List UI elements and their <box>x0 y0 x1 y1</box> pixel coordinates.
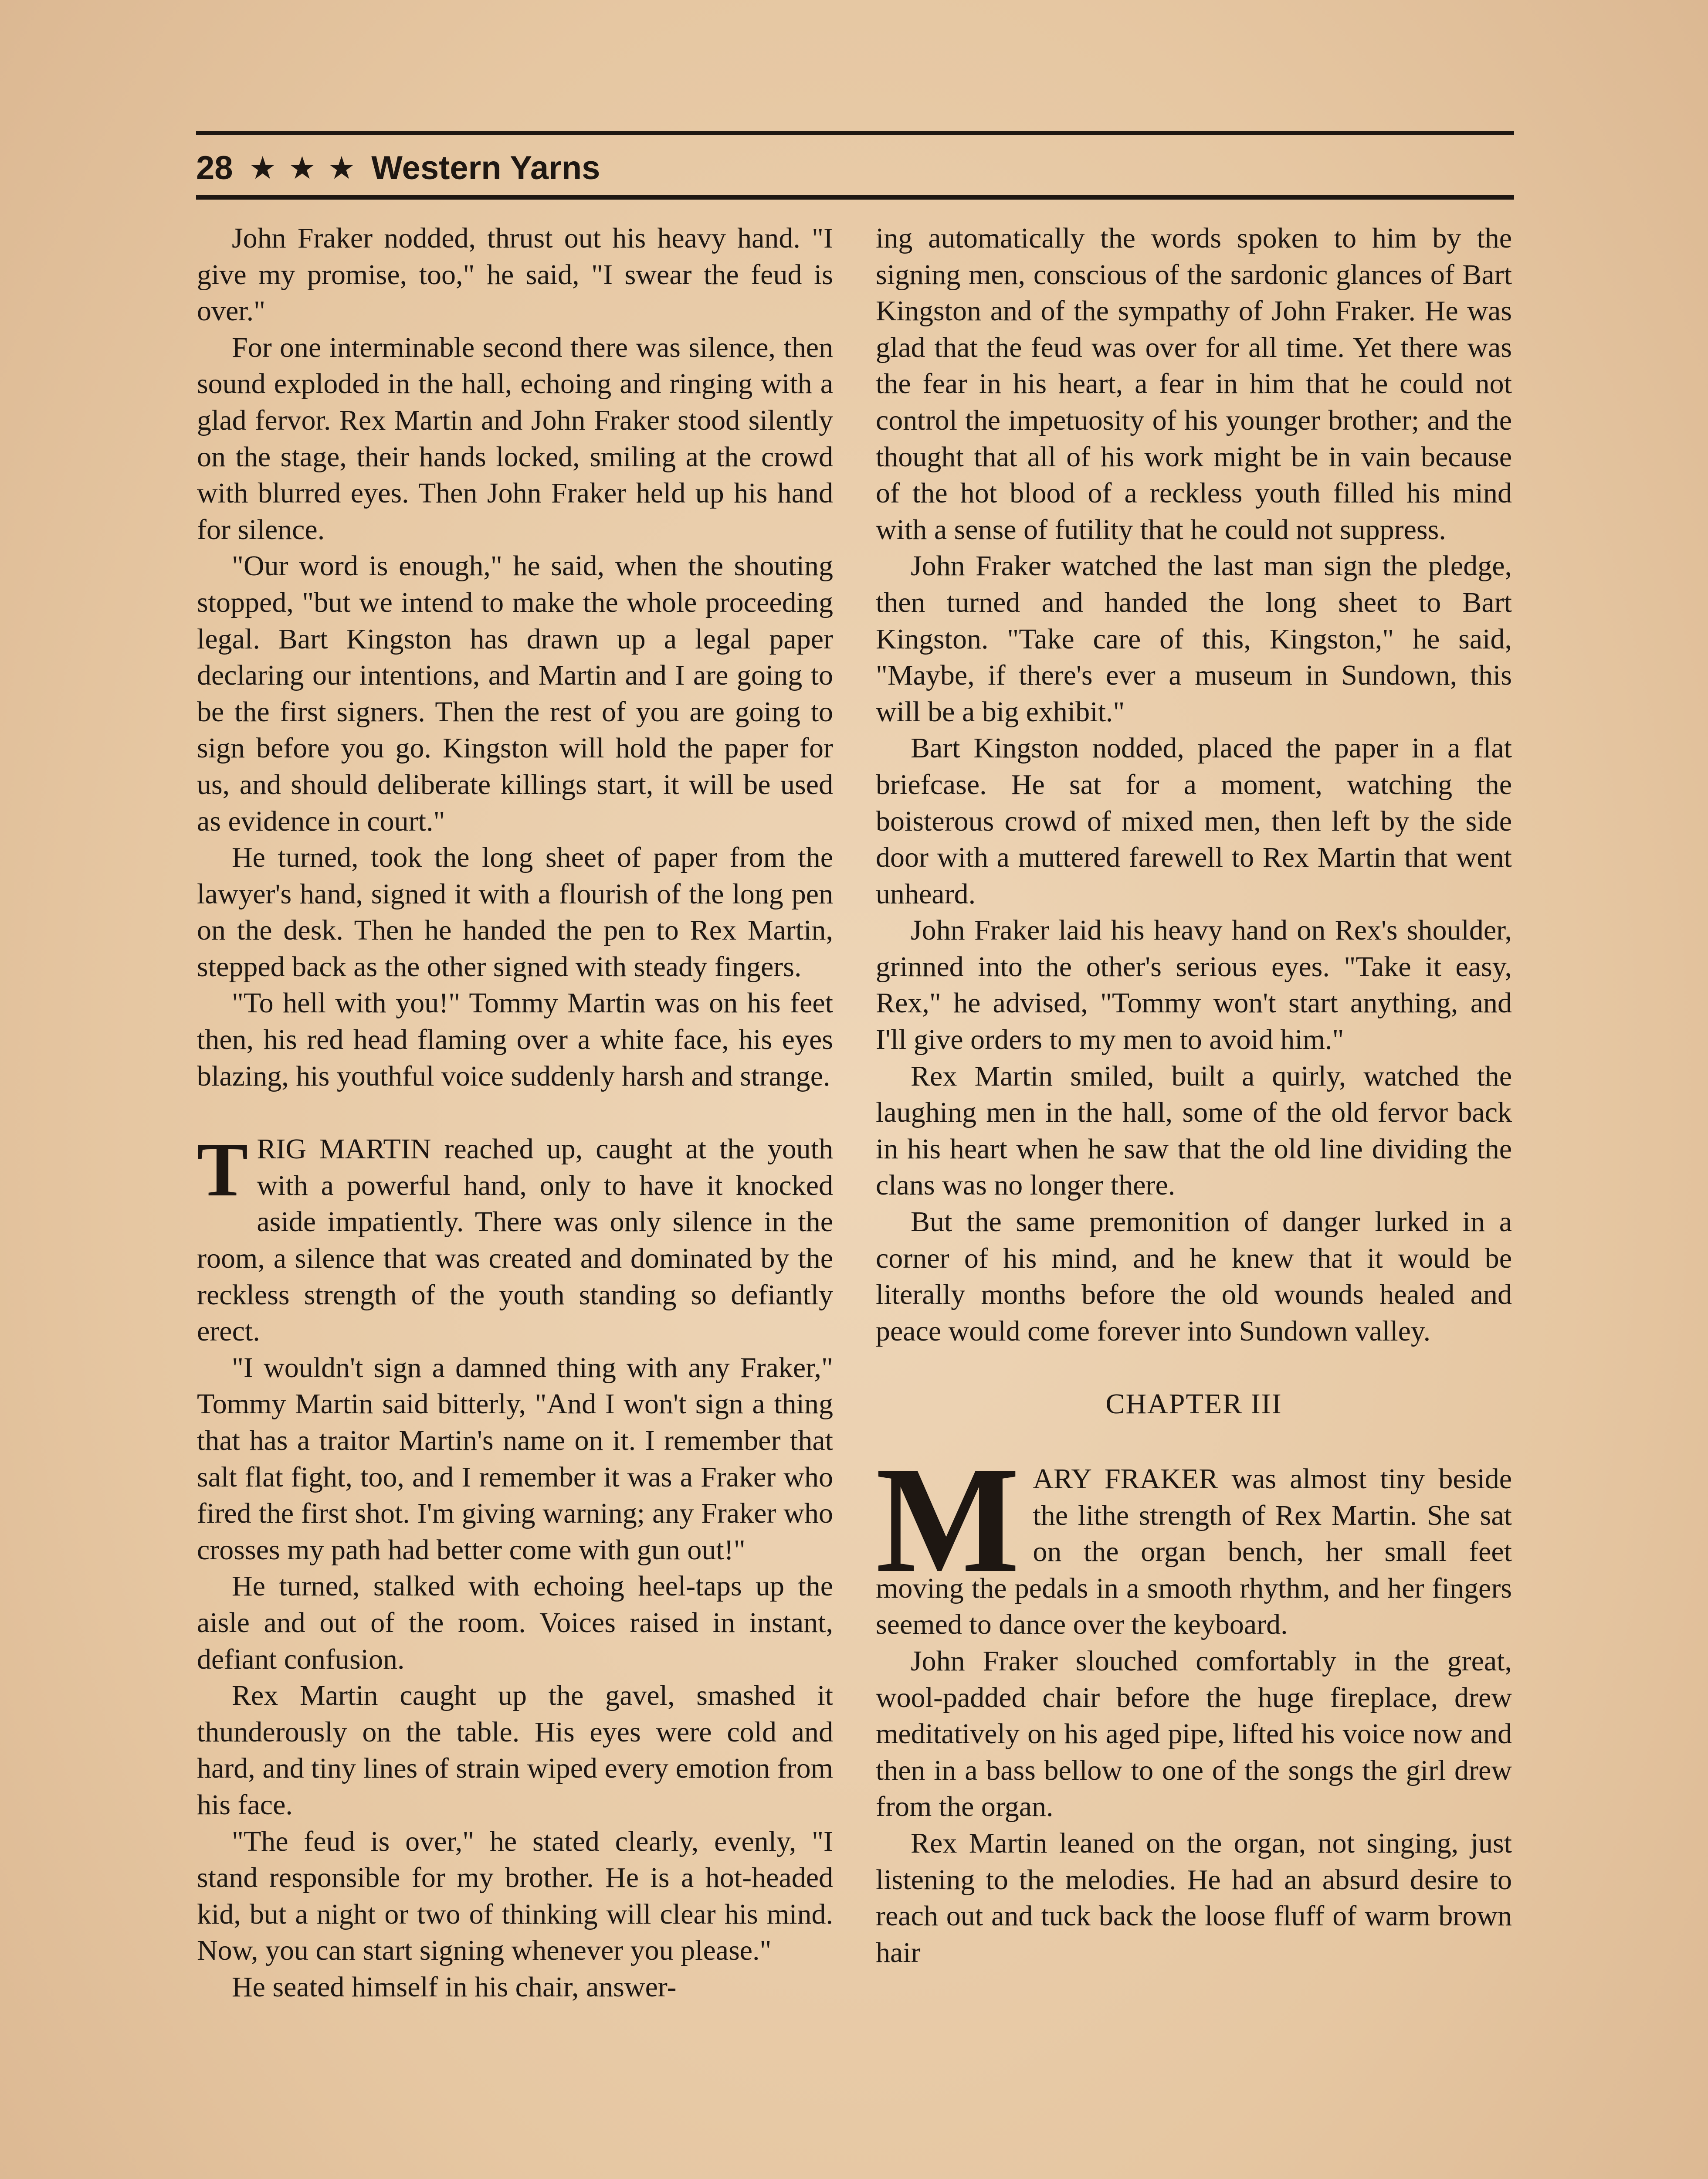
paragraph: "Our word is enough," he said, when the shouting stopped, "but we intend to make the whole proceeding legal. Bart Kingston has drawn up a legal paper declaring our intentions, and Martin and I are going to be the first signers. Then the rest of you are going to sign before you go. Kingston will hold the paper for us, and should deliberate killings start, it will be used as evidence in court." <box>197 550 833 837</box>
paragraph: For one interminable second there was silence, then sound exploded in the hall, echoing and ringing with a glad fervor. Rex Martin and John Fraker stood silently on the stage, their hands locked, smiling at the crowd with blurred eyes. Then John Fraker held up his hand for silence. <box>197 331 833 546</box>
paragraph: John Fraker laid his heavy hand on Rex's shoulder, grinned into the other's serious eyes. "Take it easy, Rex," he advised, "Tommy won't start anything, and I'll give orders to my men to avoid him." <box>876 914 1512 1056</box>
paragraph: Rex Martin smiled, built a quirly, watched the laughing men in the hall, some of the old fervor back in his heart when he saw that the old line dividing the clans was no longer there. <box>876 1060 1512 1202</box>
paragraph: "I wouldn't sign a damned thing with any Fraker," Tommy Martin said bitterly, "And I won't sign a thing that has a traitor Martin's name on it. I remember that salt flat fight, too, and I remember it was a Fraker who fired the first shot. I'm giving warning; any Fraker who crosses my path had better come with gun out!" <box>197 1351 833 1566</box>
star-icon: ★ <box>327 151 356 186</box>
section-opening-paragraph <box>197 1127 833 1350</box>
header-stars <box>249 149 356 186</box>
section-opening-text: RIG MARTIN reached up, caught at the youth with a powerful hand, only to have it knocked aside impatiently. There was only silence in the room, a silence that was created and dominated by the reckless strength of the youth standing so defiantly erect. <box>197 1133 833 1347</box>
left-column <box>197 220 833 2006</box>
paragraph: "To hell with you!" Tommy Martin was on his feet then, his red head flaming over a white face, his eyes blazing, his youthful voice suddenly harsh and strange. <box>197 987 833 1092</box>
chapter-opening-text: ARY FRAKER was almost tiny beside the lithe strength of Rex Martin. She sat on the organ bench, her small feet moving the pedals in a smooth rhythm, and her fingers seemed to dance over the keyboard. <box>876 1463 1512 1641</box>
paragraph: "The feud is over," he stated clearly, evenly, "I stand responsible for my brother. He is a hot-headed kid, but a night or two of thinking will clear his mind. Now, you can start signing whenever you please." <box>197 1825 833 1967</box>
chapter-opening-paragraph <box>876 1435 1512 1643</box>
right-column <box>876 220 1512 1971</box>
paragraph: He seated himself in his chair, answer- <box>232 1971 677 2003</box>
drop-cap: T <box>197 1127 248 1213</box>
section-break <box>197 1094 833 1131</box>
star-icon: ★ <box>248 151 277 186</box>
continued-paragraph: ing automatically the words spoken to him by the signing men, conscious of the sardonic glances of Bart Kingston and of the sympathy of John Fraker. He was glad that the feud was over for all time. Yet there was the fear in his heart, a fear in him that he could not control the impetuosity of his younger brother; and the thought that all of his work might be in vain because of the hot blood of a reckless youth filled his mind with a sense of futility that he could not suppress. <box>876 222 1512 546</box>
paragraph: John Fraker nodded, thrust out his heavy hand. "I give my promise, too," he said, "I swear the feud is over." <box>197 222 833 327</box>
paragraph: John Fraker watched the last man sign the pledge, then turned and handed the long sheet to Bart Kingston. "Take care of this, Kingston," he said, "Maybe, if there's ever a museum in Sundown, this will be a big exhibit." <box>876 550 1512 728</box>
paragraph: But the same premonition of danger lurked in a corner of his mind, and he knew that it would be literally months before the old wounds healed and peace would come forever into Sundown valley. <box>876 1206 1512 1347</box>
header-rule-bottom <box>196 195 1514 200</box>
paragraph: John Fraker slouched comfortably in the great, wool-padded chair before the huge fireplace, drew meditatively on his aged pipe, lifted his voice now and then in a bass bellow to one of the songs the girl drew from the organ. <box>876 1645 1512 1823</box>
running-header <box>196 131 1514 205</box>
page-number: 28 <box>196 149 233 187</box>
paragraph: Bart Kingston nodded, placed the paper in a flat briefcase. He sat for a moment, watching the boisterous crowd of mixed men, then left by the side door with a muttered farewell to Rex Martin that went unheard. <box>876 732 1512 910</box>
paragraph: He turned, took the long sheet of paper from the lawyer's hand, signed it with a flourish of the long pen on the desk. Then he handed the pen to Rex Martin, stepped back as the other signed with steady fingers. <box>197 842 833 983</box>
magazine-title: Western Yarns <box>371 149 600 187</box>
paragraph: Rex Martin leaned on the organ, not singing, just listening to the melodies. He had an absurd desire to reach out and tuck back the loose fluff of warm brown hair <box>876 1827 1512 1969</box>
chapter-heading: CHAPTER III <box>1105 1388 1282 1420</box>
paragraph: He turned, stalked with echoing heel-taps up the aisle and out of the room. Voices raised in instant, defiant confusion. <box>197 1570 833 1675</box>
paragraph: Rex Martin caught up the gavel, smashed it thunderously on the table. His eyes were cold and hard, and tiny lines of strain wiped every emotion from his face. <box>197 1680 833 1821</box>
star-icon: ★ <box>288 151 316 186</box>
drop-cap: M <box>876 1435 1020 1604</box>
